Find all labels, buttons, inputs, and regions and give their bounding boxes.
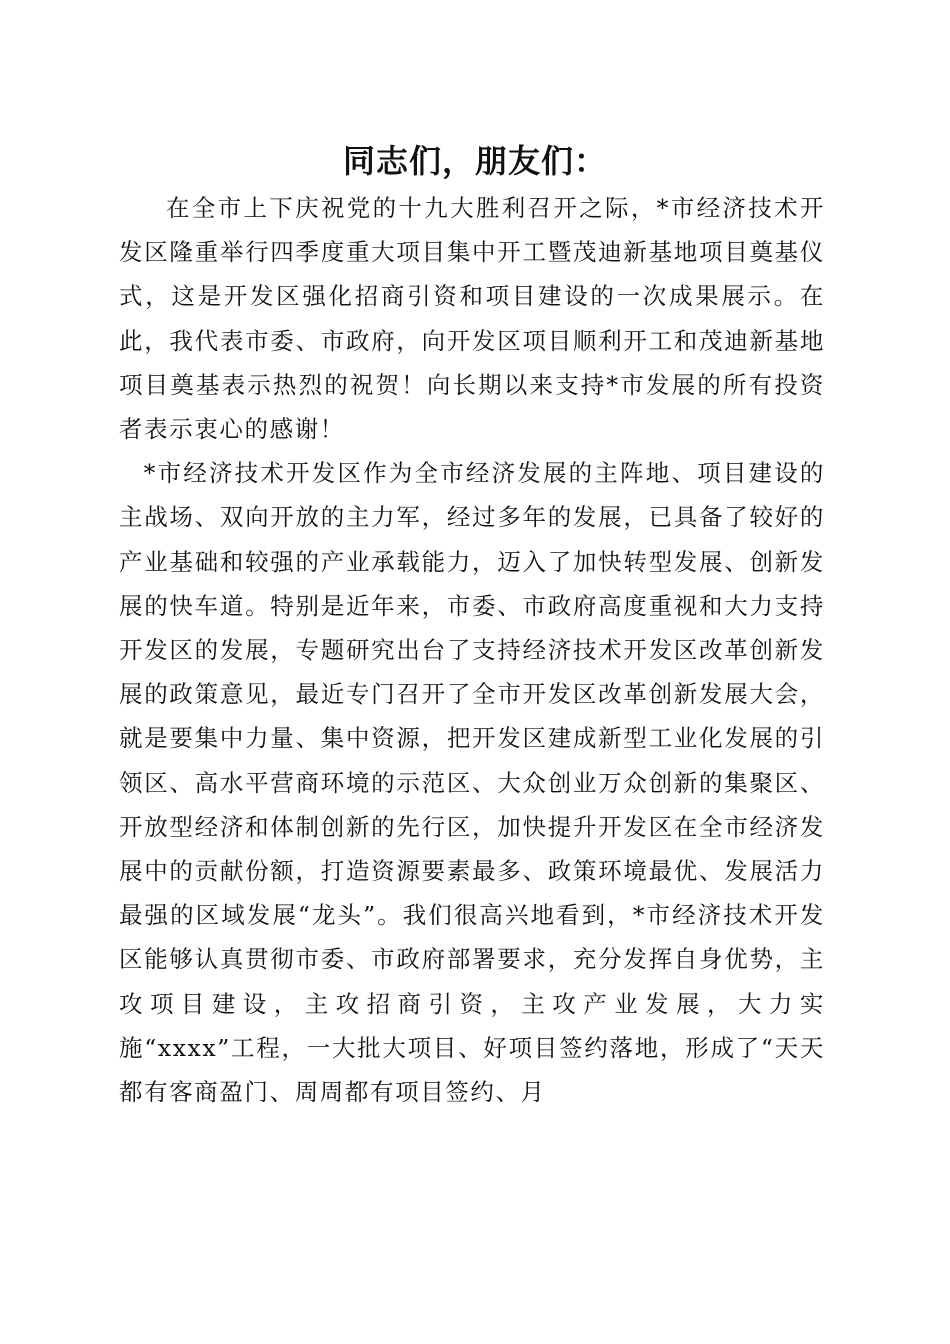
document-body [119,186,825,1114]
document-title: 同志们，朋友们： [342,142,607,180]
paragraph-2: *市经济技术开发区作为全市经济发展的主阵地、项目建设的主战场、双向开放的主力军，经过多年的发展，已具备了较好的产业基础和较强的产业承载能力，迈入了加快转型发展、创新发展的快车道。特别是近年来，市委、市政府高度重视和大力支持开发区的发展，专题研究出台了支持经济技术开发区改革创新发展的政策意见，最近专门召开了全市开发区改革创新发展大会，就是要集中力量、集中资源，把开发区建成新型工业化发展的引领区、高水平营商环境的示范区、大众创业万众创新的集聚区、开放型经济和体制创新的先行区，加快提升开发区在全市经济发展中的贡献份额，打造资源要素最多、政策环境最优、发展活力最强的区域发展“龙头”。我们很高兴地看到，*市经济技术开发区能够认真贯彻市委、市政府部署要求，充分发挥自身优势，主攻项目建设，主攻招商引资，主攻产业发展，大力实施“xxxx”工程，一大批大项目、好项目签约落地，形成了“天天都有客商盈门、周周都有项目签约、月 [119,459,825,1107]
paragraph-1: 在全市上下庆祝党的十九大胜利召开之际，*市经济技术开发区隆重举行四季度重大项目集中开工暨茂迪新基地项目奠基仪式，这是开发区强化招商引资和项目建设的一次成果展示。在此，我代表市委、市政府，向开发区项目顺利开工和茂迪新基地项目奠基表示热烈的祝贺！向长期以来支持*市发展的所有投资者表示衷心的感谢！ [119,194,825,444]
